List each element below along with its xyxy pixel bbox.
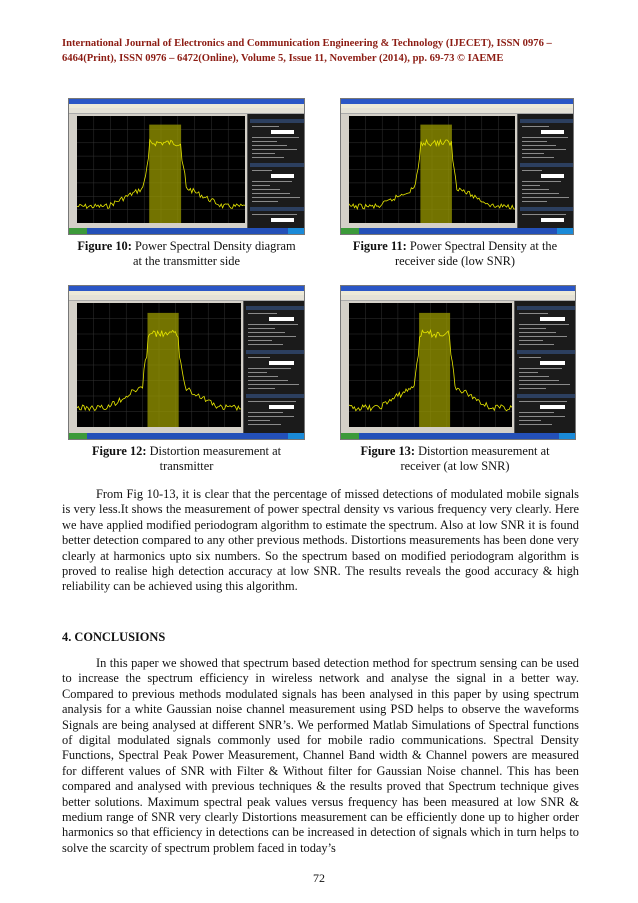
panel-section-header	[520, 163, 573, 167]
panel-row	[522, 149, 566, 150]
panel-section-header	[517, 350, 575, 354]
panel-row	[522, 193, 559, 194]
panel-row	[519, 424, 552, 425]
panel-row	[519, 384, 570, 385]
panel-section-header	[246, 306, 304, 310]
panel-row	[519, 416, 565, 417]
taskbar	[69, 228, 304, 234]
panel-row	[519, 380, 559, 381]
spectrum-plot	[77, 303, 241, 427]
panel-row	[248, 368, 291, 369]
panel-row	[248, 412, 283, 413]
figure-11-caption-line-2: receiver side (low SNR)	[394, 254, 516, 268]
figure-10-number: Figure 10:	[77, 239, 132, 253]
panel-row	[519, 332, 556, 333]
panel-section-header	[250, 163, 304, 167]
figure-12-caption-line-2: transmitter	[159, 459, 214, 473]
taskbar	[341, 228, 573, 234]
panel-row	[519, 328, 546, 329]
channel-band	[419, 313, 450, 427]
panel-row	[519, 336, 567, 337]
figure-13-screenshot	[340, 285, 576, 440]
panel-value-box	[540, 317, 565, 321]
panel-row	[522, 185, 540, 186]
figure-13-number: Figure 13:	[360, 444, 415, 458]
panel-value-box	[541, 174, 564, 178]
panel-row	[248, 401, 296, 402]
panel-row	[519, 401, 567, 402]
panel-row	[522, 145, 556, 146]
panel-row	[519, 376, 549, 377]
panel-row	[248, 376, 278, 377]
panel-section-header	[246, 350, 304, 354]
panel-row	[522, 126, 549, 127]
spectrum-plot	[349, 116, 515, 223]
start-button	[69, 433, 87, 439]
panel-row	[252, 126, 279, 127]
panel-section-header	[246, 394, 304, 398]
panel-row	[252, 153, 275, 154]
journal-header	[62, 36, 582, 66]
panel-row	[519, 324, 569, 325]
figure-10-caption	[62, 239, 311, 269]
body-paragraph-2: In this paper we showed that spectrum based detection method for spectrum sensing can be used to increase the spectrum efficiency in wireless network and analyse the signal in a better way. Compared to previous methods modulated signals has been analysed in this paper by using spectrum analysis for a white Gaussian noise channel measurement using PSD helps to observe the waveforms Signals are being analysed at different SNR’s. We performed Matlab Simulations of Spectral functions of digital modulated signals commonly used for mobile radio communications. Spectral Density Functions, Spectral Peak Power Measurement, Channel Band width & Channel powers are measured for different values of SNR with Filter & Without filter for Gaussian Noise channel. This has been compared and analysed with previous techniques & the results proved that Spectrum technique gives better solutions. Maximum spectral peak values versus frequency has been measured at low SNR & medium range of SNR very clearly Distortions measurement can be efficiently done up to higher order harmonics so that efficiency in detections can be increased in detection of signals which in turn helps to solve the scarcity of spectrum problem faced in today’s	[62, 656, 579, 855]
panel-section-header	[250, 207, 304, 211]
panel-row	[248, 416, 294, 417]
panel-row	[522, 170, 542, 171]
figure-10-caption-line-2: at the transmitter side	[132, 254, 240, 268]
panel-row	[252, 193, 290, 194]
body-paragraph-1: From Fig 10-13, it is clear that the percentage of missed detections of modulated mobile signals is very less.It shows the measurement of power spectral density vs various frequency very clearly. Here we have applied modified periodogram algorithm to estimate the spectrum. Also at low SNR it is found better detection compared to any other previous methods. Distortions measurements has been done very clearly at harmonics upto six numbers. So the spectrum based on modified periodogram algorithm is proved to realise high detection accuracy at low SNR. The results reveals the good accuracy & high reliability can be achieved using this algorithm.	[62, 487, 579, 594]
start-button	[341, 433, 359, 439]
panel-row	[519, 340, 543, 341]
panel-value-box	[541, 218, 564, 222]
spectrum-plot	[349, 303, 512, 427]
panel-section-header	[520, 207, 573, 211]
journal-header-line-1: International Journal of Electronics and Communication Engineering & Technology (IJECET), ISSN 0976 –	[62, 38, 552, 49]
panel-row	[248, 384, 299, 385]
panel-row	[248, 328, 275, 329]
panel-value-box	[271, 174, 294, 178]
page-number: 72	[313, 871, 325, 885]
panel-value-box	[269, 405, 294, 409]
panel-row	[522, 141, 547, 142]
figure-11-caption-line-1: Power Spectral Density at the	[409, 239, 558, 253]
panel-row	[519, 372, 538, 373]
panel-row	[248, 340, 272, 341]
channel-band	[420, 125, 452, 223]
start-button	[69, 228, 87, 234]
panel-row	[248, 357, 270, 358]
panel-value-box	[271, 218, 294, 222]
panel-row	[248, 372, 267, 373]
panel-row	[252, 181, 292, 182]
taskbar-clock	[559, 433, 575, 439]
figure-13-caption-line-2: receiver (at low SNR)	[400, 459, 510, 473]
figure-12-screenshot	[68, 285, 305, 440]
panel-row	[252, 145, 287, 146]
measurement-panel	[247, 114, 305, 228]
panel-section-header	[250, 119, 304, 123]
panel-row	[519, 344, 554, 345]
panel-row	[519, 412, 554, 413]
figure-11-caption	[330, 239, 580, 269]
panel-row	[248, 388, 275, 389]
panel-row	[252, 197, 300, 198]
panel-row	[252, 149, 297, 150]
panel-row	[248, 420, 270, 421]
panel-row	[522, 181, 561, 182]
panel-row	[252, 185, 270, 186]
panel-value-box	[269, 361, 294, 365]
taskbar-clock	[557, 228, 573, 234]
panel-value-box	[540, 405, 565, 409]
panel-row	[522, 189, 549, 190]
panel-row	[252, 201, 278, 202]
panel-row	[252, 214, 297, 215]
panel-row	[252, 189, 280, 190]
panel-row	[252, 137, 299, 138]
taskbar	[69, 433, 304, 439]
taskbar	[341, 433, 575, 439]
channel-band	[149, 125, 181, 223]
start-button	[341, 228, 359, 234]
panel-row	[252, 141, 277, 142]
measurement-panel	[517, 114, 574, 228]
panel-row	[248, 380, 288, 381]
panel-section-header	[517, 394, 575, 398]
measurement-panel	[514, 301, 576, 433]
panel-row	[248, 324, 298, 325]
panel-row	[522, 201, 547, 202]
panel-row	[522, 214, 566, 215]
panel-row	[522, 197, 569, 198]
panel-row	[519, 368, 562, 369]
journal-header-line-2: 6464(Print), ISSN 0976 – 6472(Online), Volume 5, Issue 11, November (2014), pp. 69-73 © IAEME	[62, 53, 504, 64]
figure-12-number: Figure 12:	[91, 444, 147, 458]
figure-12-caption	[62, 444, 311, 474]
measurement-panel	[243, 301, 305, 433]
panel-value-box	[540, 361, 565, 365]
panel-row	[519, 357, 541, 358]
panel-row	[248, 424, 281, 425]
panel-row	[519, 420, 541, 421]
panel-row	[252, 157, 284, 158]
figure-10-caption-line-1: Power Spectral Density diagram	[134, 239, 296, 253]
taskbar-clock	[288, 433, 304, 439]
panel-row	[248, 336, 296, 337]
panel-row	[248, 313, 277, 314]
panel-section-header	[520, 119, 573, 123]
panel-row	[519, 388, 546, 389]
panel-row	[519, 313, 548, 314]
channel-band	[148, 313, 179, 427]
figure-13-caption	[330, 444, 580, 474]
panel-row	[522, 153, 544, 154]
panel-row	[252, 170, 272, 171]
panel-value-box	[541, 130, 564, 134]
figure-13-caption-line-1: Distortion measurement at	[418, 444, 550, 458]
panel-row	[522, 157, 554, 158]
section-heading: 4. CONCLUSIONS	[62, 630, 166, 644]
figure-10-screenshot	[68, 98, 305, 235]
panel-row	[248, 344, 283, 345]
figure-11-screenshot	[340, 98, 574, 235]
panel-value-box	[271, 130, 294, 134]
panel-value-box	[269, 317, 294, 321]
figure-12-caption-line-1: Distortion measurement at	[149, 444, 282, 458]
taskbar-clock	[288, 228, 304, 234]
panel-row	[248, 332, 285, 333]
figure-11-number: Figure 11:	[352, 239, 407, 253]
spectrum-plot	[77, 116, 245, 223]
panel-section-header	[517, 306, 575, 310]
panel-row	[522, 137, 568, 138]
